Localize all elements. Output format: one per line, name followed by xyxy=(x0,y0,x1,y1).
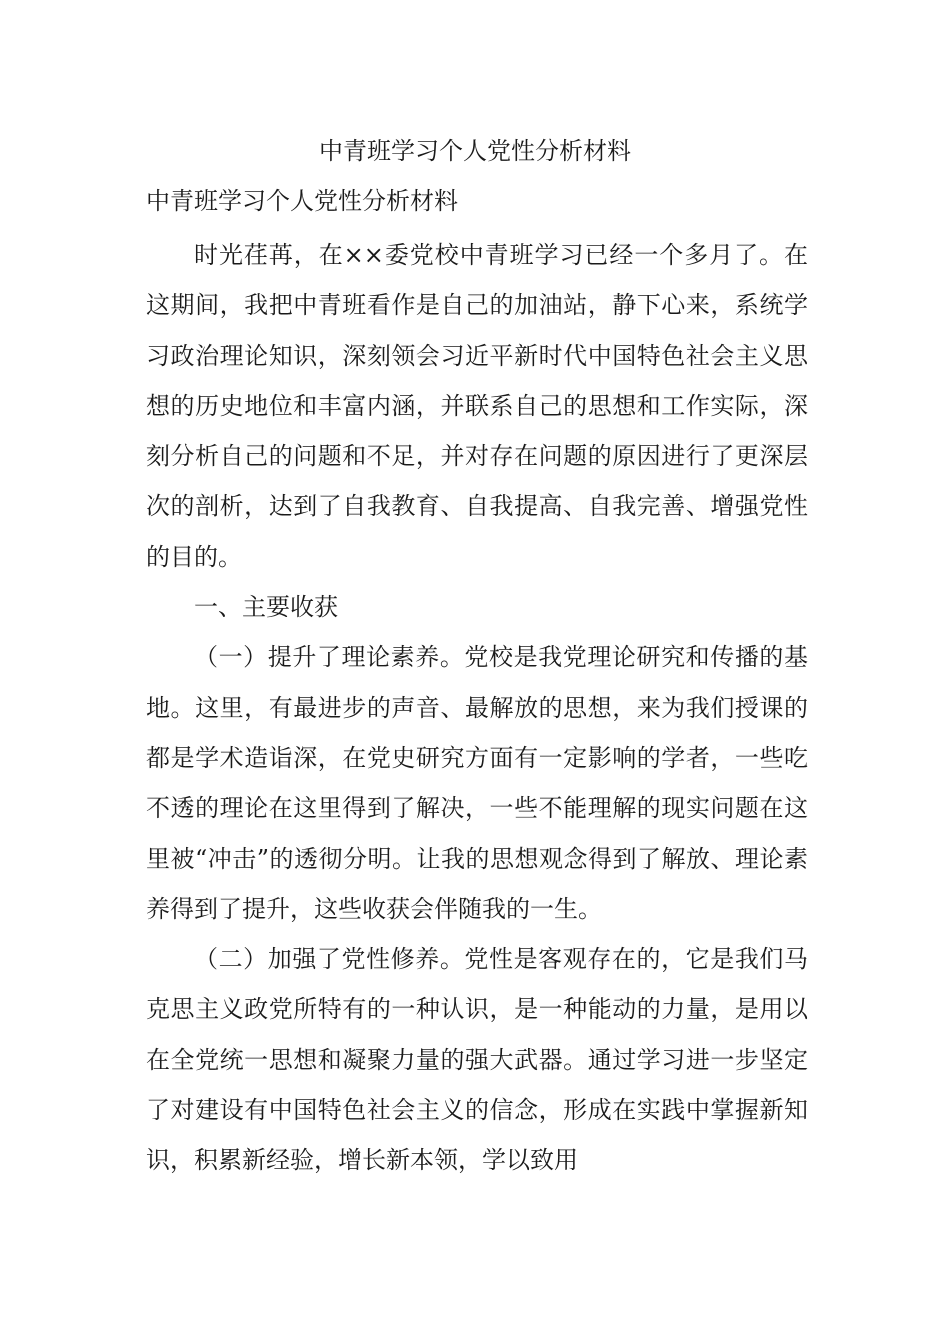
document-subtitle: 中青班学习个人党性分析材料 xyxy=(146,187,458,215)
paragraph-theory: （一）提升了理论素养。党校是我党理论研究和传播的基地。这里，有最进步的声音、最解放的思想，来为我们授课的都是学术造诣深，在党史研究方面有一定影响的学者，一些吃不透的理论在这里得到了解决，一些不能理解的现实问题在这里被“冲击”的透彻分明。让我的思想观念得到了解放、理论素养得到了提升，这些收获会伴随我的一生。 xyxy=(146,643,808,923)
paragraph-intro: 时光荏苒，在××委党校中青班学习已经一个多月了。在这期间，我把中青班看作是自己的加油站，静下心来，系统学习政治理论知识，深刻领会习近平新时代中国特色社会主义思想的历史地位和丰富内涵，并联系自己的思想和工作实际，深刻分析自己的问题和不足，并对存在问题的原因进行了更深层次的剖析，达到了自我教育、自我提高、自我完善、增强党性的目的。 xyxy=(146,241,808,571)
document-title: 中青班学习个人党性分析材料 xyxy=(319,137,631,165)
paragraph-party-spirit: （二）加强了党性修养。党性是客观存在的，它是我们马克思主义政党所特有的一种认识，是一种能动的力量，是用以在全党统一思想和凝聚力量的强大武器。通过学习进一步坚定了对建设有中国特色社会主义的信念，形成在实践中掌握新知识，积累新经验，增长新本领，学以致用 xyxy=(146,945,808,1175)
section-heading-main-gains: 一、主要收获 xyxy=(194,593,338,622)
document-body xyxy=(146,230,808,1186)
